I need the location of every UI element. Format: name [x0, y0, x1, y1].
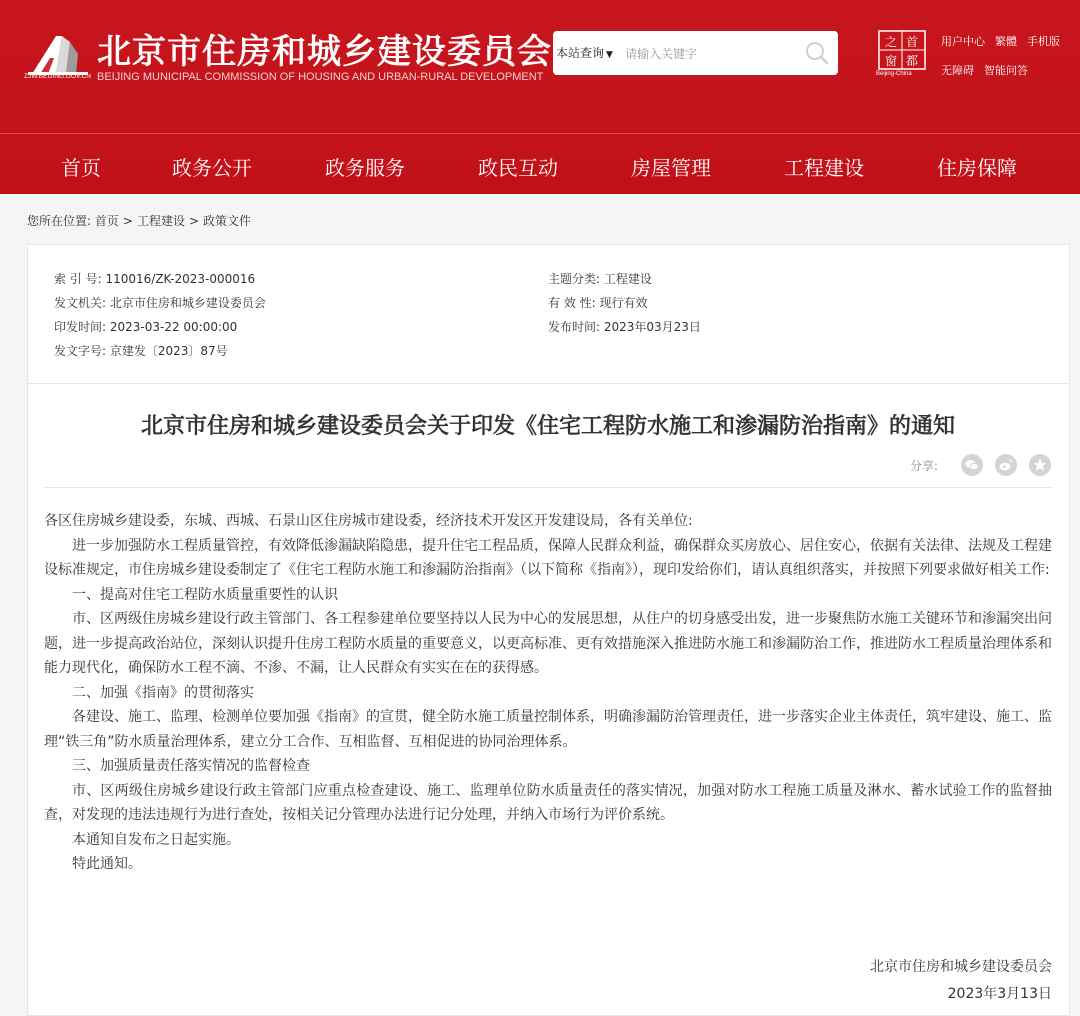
capital-caption: Beijing-China	[876, 71, 912, 77]
document-title: 北京市住房和城乡建设委员会关于印发《住宅工程防水施工和渗漏防治指南》的通知	[140, 414, 955, 439]
document-body	[44, 509, 1052, 877]
body-paragraph: 市、区两级住房城乡建设行政主管部门、各工程参建单位要坚持以人民为中心的发展思想，从住户的切身感受出发，进一步聚焦防水施工关键环节和渗漏突出问题，进一步提高政治站位，深刻认识提升住房工程防水质量的重要意义，以更高标准、更有效措施深入推进防水施工和渗漏防治工作，推进防水工程质量治理体系和能力现代化，确保防水工程不滴、不渗、不漏，让人民群众有实实在在的获得感。	[44, 611, 1052, 676]
nav-construction[interactable]: 工程建设	[784, 156, 864, 180]
body-paragraph: 各区住房城乡建设委，东城、西城、石景山区住房城市建设委，经济技术开发区开发建设局，各有关单位:	[44, 513, 693, 529]
favorite-icon[interactable]	[1029, 454, 1051, 476]
meta-publish-date: 发布时间: 2023年03月23日	[548, 320, 701, 334]
meta-print-date: 印发时间: 2023-03-22 00:00:00	[54, 320, 238, 334]
section-heading: 一、提高对住宅工程防水质量重要性的认识	[72, 586, 338, 603]
search-icon[interactable]	[804, 40, 830, 66]
breadcrumb-sep: >	[188, 214, 200, 228]
breadcrumb	[27, 212, 251, 229]
nav-gov-affairs[interactable]: 政务公开	[172, 156, 252, 180]
breadcrumb-home[interactable]: 首页	[94, 214, 119, 228]
section-heading: 二、加强《指南》的贯彻落实	[72, 684, 254, 701]
link-traditional[interactable]: 繁體	[995, 35, 1017, 48]
link-mobile[interactable]: 手机版	[1027, 35, 1060, 48]
breadcrumb-policy[interactable]: 政策文件	[203, 214, 252, 228]
logo-url-text: ZJW.BEIJING.GOV.CN	[24, 73, 91, 80]
signature-date: 2023年3月13日	[947, 986, 1052, 1002]
weibo-icon[interactable]	[995, 454, 1017, 476]
signature-org: 北京市住房和城乡建设委员会	[870, 959, 1052, 975]
svg-text:窗: 窗	[885, 54, 898, 68]
meta-doc-no: 发文字号: 京建发〔2023〕87号	[54, 344, 228, 358]
meta-subject: 主题分类: 工程建设	[548, 272, 652, 286]
svg-text:首: 首	[906, 35, 919, 49]
meta-validity: 有 效 性: 现行有效	[548, 296, 648, 310]
section-heading: 三、加强质量责任落实情况的监督检查	[72, 758, 310, 774]
body-paragraph: 进一步加强防水工程质量管控，有效降低渗漏缺陷隐患，提升住宅工程品质，保障人民群众利益，确保群众买房放心、居住安心，依据有关法律、法规及工程建设标准规定，市住房城乡建设委制定了《住宅工程防水施工和渗漏防治指南》（以下简称《指南》），现印发给你们，请认真组织落实，并按照下列要求做好相关工作:	[44, 537, 1052, 578]
search-box	[553, 31, 838, 75]
body-paragraph: 各建设、施工、监理、检测单位要加强《指南》的宣贯，健全防水施工质量控制体系，明确渗漏防治管理责任，进一步落实企业主体责任，筑牢建设、施工、监理“铁三角”防水质量治理体系，建立分工合作、互相监督、互相促进的协同治理体系。	[44, 709, 1052, 750]
breadcrumb-sep: >	[122, 214, 133, 228]
meta-issuer: 发文机关: 北京市住房和城乡建设委员会	[54, 296, 266, 310]
search-scope-label: 本站查询	[556, 46, 605, 60]
svg-text:之: 之	[885, 35, 898, 49]
main-nav	[0, 133, 1080, 196]
nav-housing-security[interactable]: 住房保障	[937, 156, 1017, 180]
wechat-icon[interactable]	[961, 454, 983, 476]
meta-index-no: 索 引 号: 110016/ZK-2023-000016	[54, 272, 256, 286]
share-label: 分享:	[910, 459, 939, 473]
top-links	[941, 33, 1070, 91]
chevron-down-icon: ▼	[606, 50, 613, 60]
search-scope-select[interactable]	[556, 44, 613, 61]
site-title[interactable]: 北京市住房和城乡建设委员会	[97, 32, 552, 72]
link-user-center[interactable]: 用户中心	[941, 35, 985, 48]
site-subtitle: BEIJING MUNICIPAL COMMISSION OF HOUSING AND URBAN-RURAL DEVELOPMENT	[97, 71, 544, 83]
site-header	[0, 0, 1080, 194]
body-paragraph: 特此通知。	[72, 856, 142, 872]
search-input[interactable]	[623, 41, 807, 67]
nav-home[interactable]: 首页	[61, 156, 101, 180]
link-smart-qa[interactable]: 智能问答	[984, 64, 1028, 77]
divider	[27, 383, 1068, 384]
body-paragraph: 市、区两级住房城乡建设行政主管部门应重点检查建设、施工、监理单位防水质量责任的落实情况，加强对防水工程施工质量及淋水、蓄水试验工作的监督抽查，对发现的违法违规行为进行查处，按相关记分管理办法进行记分处理，并纳入市场行为评价系统。	[44, 782, 1052, 823]
svg-text:都: 都	[906, 54, 919, 68]
breadcrumb-construction[interactable]: 工程建设	[136, 214, 185, 228]
divider	[44, 487, 1052, 488]
link-accessibility[interactable]: 无障碍	[941, 64, 974, 77]
nav-interaction[interactable]: 政民互动	[478, 156, 558, 180]
breadcrumb-prefix: 您所在位置:	[27, 214, 92, 228]
nav-housing[interactable]: 房屋管理	[631, 156, 711, 180]
body-paragraph: 本通知自发布之日起实施。	[72, 831, 240, 848]
nav-gov-services[interactable]: 政务服务	[325, 156, 405, 180]
